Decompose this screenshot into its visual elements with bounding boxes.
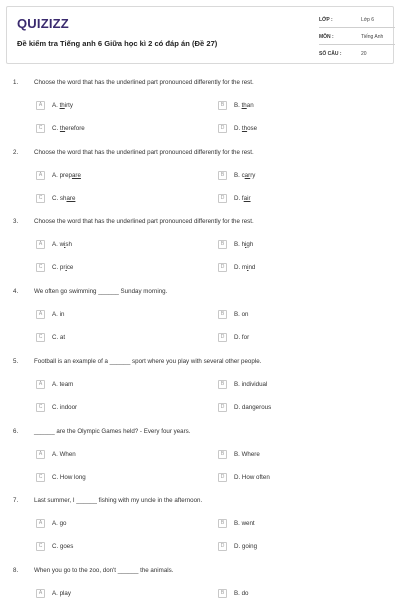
question-item [0,428,400,498]
document-title: Đề kiểm tra Tiếng anh 6 Giữa học kì 2 có đáp án (Đề 27) [17,39,218,48]
option-letter-box: B [218,519,227,528]
question-text: ______ are the Olympic Games held? - Every four years. [34,427,191,435]
option-word: goes [59,543,74,551]
option-letter-box: D [218,473,227,482]
option-letter-box: A [36,450,45,459]
option-prefix: B. [234,520,242,528]
option-letter-box: B [218,101,227,110]
option-text [52,474,86,481]
option-text [52,125,85,132]
option-word: on [241,311,249,319]
option-text [234,125,257,132]
subject-value: Tiếng Anh [361,34,384,40]
option-prefix: C. [52,334,60,342]
option-letter-box: B [218,450,227,459]
option-prefix: D. [234,125,242,132]
option-prefix: A. [52,450,60,458]
question-number: 5. [13,357,19,365]
question-item [0,79,400,149]
option-text [52,590,71,597]
question-count-value: 20 [361,51,367,57]
option-text [52,102,73,109]
question-item [0,567,400,600]
option-text [52,404,77,411]
question-number: 8. [13,566,19,574]
option-text [234,334,249,341]
option-text [234,264,255,271]
grade-value: Lớp 6 [361,17,375,23]
grade-label: LỚP : [319,17,333,23]
option-text [234,381,267,388]
option-prefix: A. [52,589,60,597]
option-prefix: B. [234,589,242,597]
option-letter-box: B [218,171,227,180]
option-word: going [241,543,258,551]
question-number: 6. [13,427,19,435]
option-word: high [241,241,254,249]
option-word: indoor [59,403,78,411]
option-prefix: C. [52,125,60,132]
question-text: We often go swimming ______ Sunday morning. [34,288,168,296]
option-prefix: A. [52,171,60,179]
option-prefix: B. [234,171,242,179]
option-word: How often [241,473,270,481]
option-prefix: C. [52,264,60,272]
option-letter-box: D [218,194,227,203]
subject-label: MÔN : [319,34,334,40]
option-word: How long [59,473,86,481]
option-prefix: B. [234,450,242,458]
option-prefix: D. [234,403,242,411]
option-letter-box: A [36,101,45,110]
worksheet-header [6,6,394,64]
option-text [52,451,76,458]
option-letter-box: C [36,333,45,342]
quizizz-logo: QUIZIZZ [17,16,69,31]
option-text [234,474,270,481]
option-letter-box: D [218,542,227,551]
question-number: 4. [13,288,19,296]
option-letter-box: A [36,589,45,598]
option-prefix: D. [234,543,242,551]
option-prefix: A. [52,102,60,109]
question-text: Choose the word that has the underlined part pronounced differently for the rest. [34,79,254,86]
option-letter-box: B [218,240,227,249]
option-letter-box: D [218,333,227,342]
option-word: price [59,264,74,272]
option-letter-box: C [36,263,45,272]
option-text [234,543,257,550]
option-text [234,311,248,318]
option-letter-box: A [36,310,45,319]
option-prefix: B. [234,380,242,388]
option-text [52,311,64,318]
option-word: mind [241,264,256,272]
question-text: Football is an example of a ______ sport where you play with several other people. [34,357,262,365]
option-prefix: B. [234,311,242,319]
option-word: those [241,125,258,132]
option-letter-box: B [218,380,227,389]
option-text [52,520,66,527]
option-text [52,195,75,202]
option-text [234,404,271,411]
option-letter-box: C [36,473,45,482]
option-prefix: C. [52,403,60,411]
option-prefix: D. [234,334,242,342]
question-number: 7. [13,497,19,505]
option-prefix: D. [234,473,242,481]
question-item [0,149,400,219]
option-text [52,381,73,388]
question-text: When you go to the zoo, don't ______ the animals. [34,566,174,574]
option-text [234,172,255,179]
option-word: than [241,102,254,109]
option-letter-box: D [218,124,227,133]
question-number: 3. [13,218,19,226]
question-text: Choose the word that has the underlined part pronounced differently for the rest. [34,148,254,156]
question-item [0,497,400,567]
option-prefix: A. [52,311,60,319]
option-text [52,543,73,550]
question-text: Choose the word that has the underlined part pronounced differently for the rest. [34,218,254,226]
question-count-label: SỐ CÂU : [319,51,342,57]
option-letter-box: A [36,519,45,528]
option-prefix: A. [52,241,60,249]
option-word: in [59,311,65,319]
option-word: play [59,589,71,597]
option-text [234,590,248,597]
option-word: team [59,380,74,388]
option-prefix: A. [52,380,60,388]
option-prefix: B. [234,241,242,249]
question-number: 2. [13,148,19,156]
option-text [234,520,255,527]
option-word: therefore [59,125,85,132]
question-item [0,288,400,358]
option-word: do [241,589,249,597]
divider [319,44,395,45]
question-text: Last summer, I ______ fishing with my uncle in the afternoon. [34,497,203,505]
question-number: 1. [13,79,19,86]
option-text [52,172,81,179]
option-word: Where [241,450,260,458]
option-letter-box: A [36,380,45,389]
option-prefix: D. [234,194,242,202]
option-text [52,264,73,271]
option-word: at [59,334,66,342]
option-word: fair [241,194,251,202]
option-letter-box: C [36,124,45,133]
option-text [234,451,260,458]
question-item [0,218,400,288]
option-letter-box: A [36,240,45,249]
option-letter-box: D [218,263,227,272]
option-prefix: A. [52,520,60,528]
option-letter-box: A [36,171,45,180]
option-prefix: C. [52,473,60,481]
option-word: carry [241,171,256,179]
option-word: individual [241,380,268,388]
option-word: prepare [59,171,81,179]
question-item [0,358,400,428]
option-word: went [241,520,255,528]
option-word: go [59,520,67,528]
option-word: share [59,194,76,202]
divider [319,27,395,28]
option-word: When [59,450,76,458]
option-text [234,195,251,202]
option-word: thirty [59,102,73,109]
option-word: wish [59,241,72,249]
option-prefix: C. [52,543,60,551]
option-text [52,334,65,341]
option-letter-box: C [36,542,45,551]
option-letter-box: C [36,194,45,203]
option-letter-box: C [36,403,45,412]
option-word: for [241,334,250,342]
option-text [234,241,253,248]
option-word: dangerous [241,403,272,411]
option-prefix: B. [234,102,242,109]
option-prefix: D. [234,264,242,272]
option-letter-box: B [218,589,227,598]
option-letter-box: D [218,403,227,412]
option-prefix: C. [52,194,60,202]
option-text [234,102,254,109]
option-text [52,241,72,248]
option-letter-box: B [218,310,227,319]
